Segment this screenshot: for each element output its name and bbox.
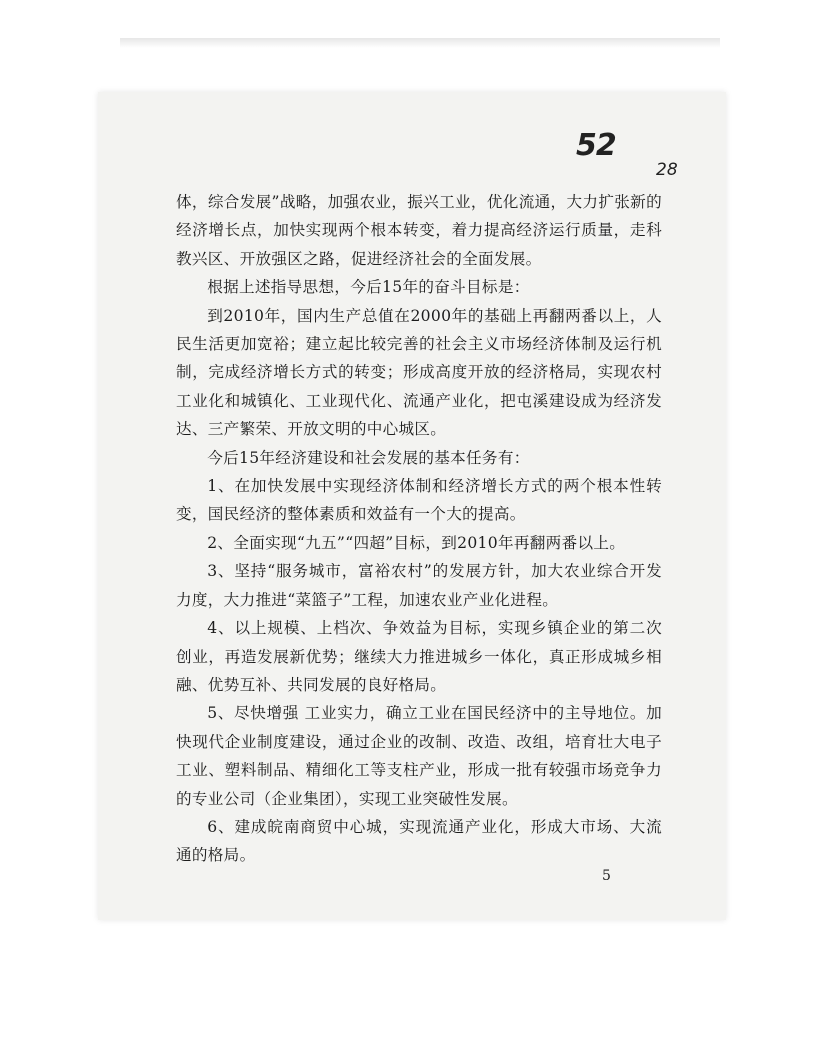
- handwritten-annotation-top: 52: [576, 128, 616, 163]
- document-body: [176, 188, 662, 870]
- scan-edge-shadow: [120, 38, 720, 48]
- paragraph-task-4: 4、以上规模、上档次、争效益为目标，实现乡镇企业的第二次创业，再造发展新优势；继续大力推进城乡一体化，真正形成城乡相融、优势互补、共同发展的良好格局。: [176, 619, 662, 694]
- paragraph-2010-goals: 到2010年，国内生产总值在2000年的基础上再翻两番以上，人民生活更加宽裕；建立起比较完善的社会主义市场经济体制及运行机制，完成经济增长方式的转变；形成高度开放的经济格局，实现农村工业化和城镇化、工业现代化、流通产业化，把屯溪建设成为经济发达、三产繁荣、开放文明的中心城区。: [176, 306, 662, 439]
- paragraph-task-2: 2、全面实现“九五”“四超”目标，到2010年再翻两番以上。: [207, 533, 626, 552]
- paragraph-task-3: 3、坚持“服务城市，富裕农村”的发展方针，加大农业综合开发力度，大力推进“菜篮子”工程，加速农业产业化进程。: [176, 562, 662, 609]
- paragraph-continuation: 体，综合发展”战略，加强农业，振兴工业，优化流通，大力扩张新的经济增长点，加快实现两个根本转变，着力提高经济运行质量，走科教兴区、开放强区之路，促进经济社会的全面发展。: [176, 193, 662, 268]
- paragraph-tasks-intro: 今后15年经济建设和社会发展的基本任务有：: [207, 448, 530, 467]
- paragraph-task-1: 1、在加快发展中实现经济体制和经济增长方式的两个根本性转变，国民经济的整体素质和效益有一个大的提高。: [176, 477, 662, 524]
- page-number: 5: [602, 868, 611, 884]
- paragraph-task-5: 5、尽快增强 工业实力，确立工业在国民经济中的主导地位。加快现代企业制度建设，通过企业的改制、改造、改组，培育壮大电子工业、塑料制品、精细化工等支柱产业，形成一批有较强市场竞争力的专业公司（企业集团），实现工业突破性发展。: [176, 704, 662, 808]
- paragraph-task-6: 6、建成皖南商贸中心城，实现流通产业化，形成大市场、大流通的格局。: [176, 817, 662, 865]
- handwritten-annotation-right: 28: [656, 160, 678, 180]
- paragraph-goals-intro: 根据上述指导思想，今后15年的奋斗目标是：: [207, 278, 530, 297]
